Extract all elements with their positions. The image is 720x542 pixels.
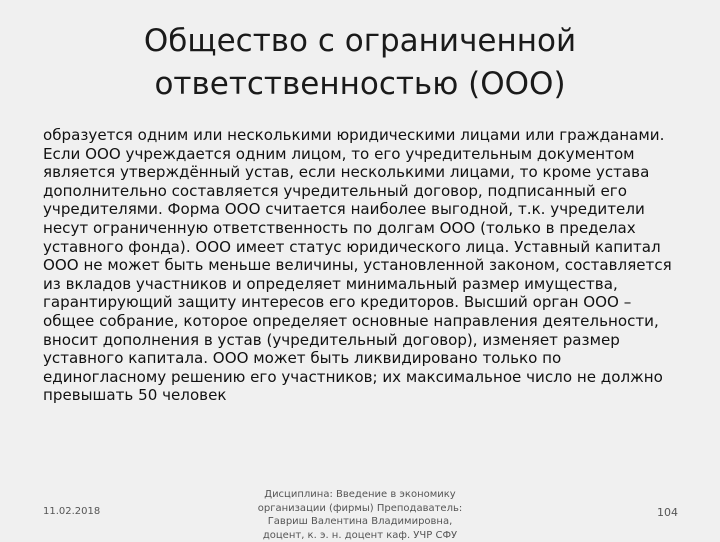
- footer-course-line-4: доцент, к. э. н. доцент каф. УЧР СФУ: [245, 529, 475, 542]
- slide-title-line-2: ответственностью (ООО): [90, 63, 630, 106]
- footer-page-number: 104: [657, 506, 678, 519]
- footer-course-line-2: организации (фирмы) Преподаватель:: [245, 502, 475, 516]
- footer-course-line-1: Дисциплина: Введение в экономику: [245, 488, 475, 502]
- slide-body-text: образуется одним или несколькими юридическими лицами или гражданами. Если ООО учреждается одним лицом, то его учредительным документом является утверждённый устав, если несколькими лицами, то кроме устава дополнительно составляется учредительный договор, подписанный его учредителями. Форма ООО считается наиболее выгодной, т.к. учредители несут ограниченную ответственность по долгам ООО (только в пределах уставного фонда). ООО имеет статус юридического лица. Уставный капитал ООО не может быть меньше величины, установленной законом, составляется из вкладов участников и определяет минимальный размер имущества, гарантирующий защиту интересов его кредиторов. Высший орган ООО – общее собрание, которое определяет основные направления деятельности, вносит дополнения в устав (учредительный договор), изменяет размер уставного капитала. ООО может быть ликвидировано только по единогласному решению его участников; их максимальное число не должно превышать 50 человек: [43, 126, 685, 405]
- footer-course-line-3: Гавриш Валентина Владимировна,: [245, 515, 475, 529]
- footer-date: 11.02.2018: [43, 506, 100, 517]
- footer-course-info: [245, 488, 475, 542]
- slide-title: [90, 20, 630, 106]
- slide-title-line-1: Общество с ограниченной: [90, 20, 630, 63]
